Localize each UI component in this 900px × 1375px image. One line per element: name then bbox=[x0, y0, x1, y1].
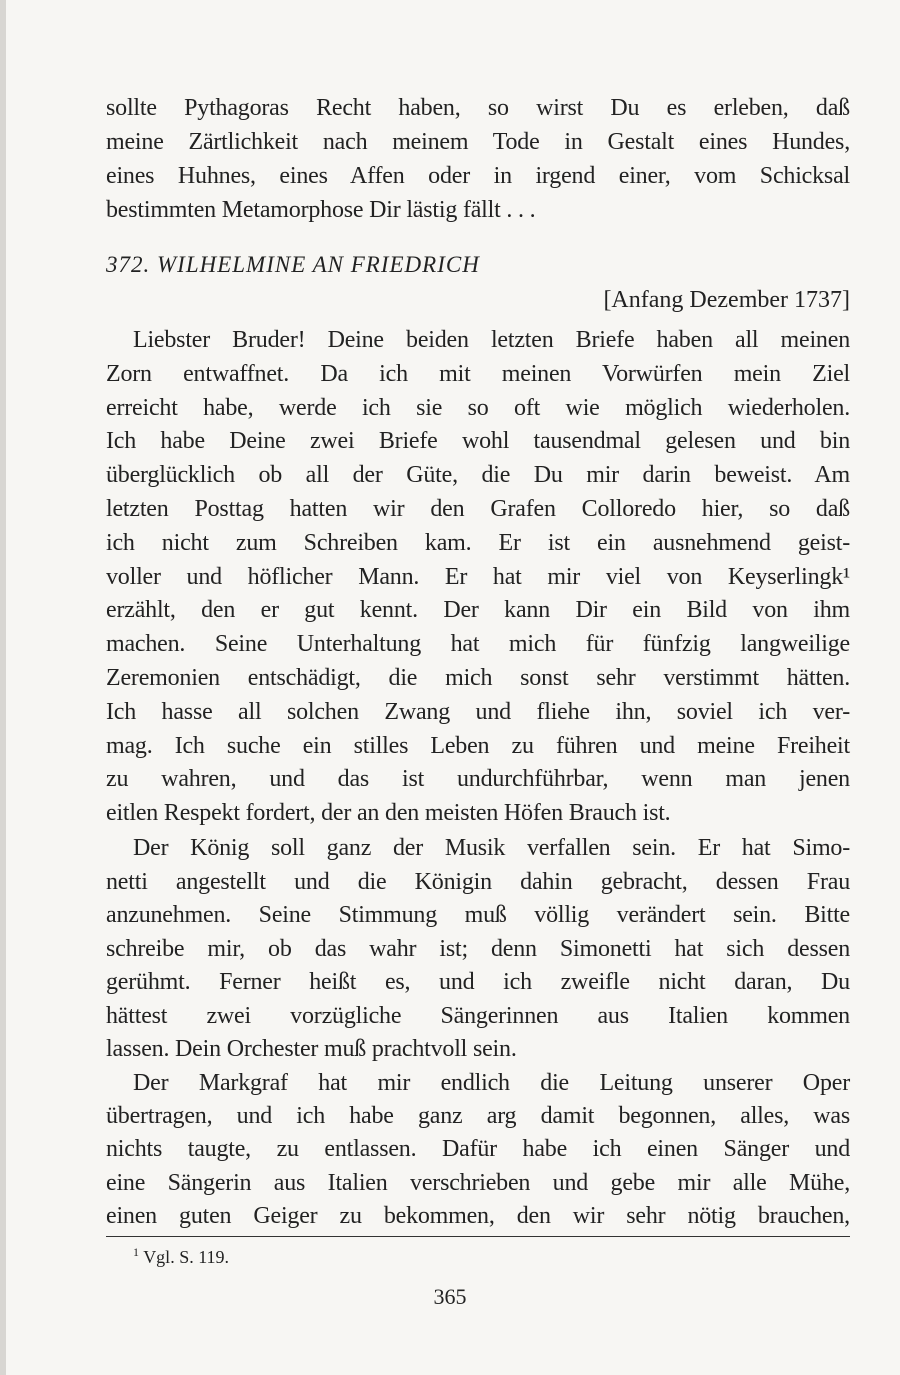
text-line: letzten Posttag hatten wir den Grafen Colloredo hier, so daß bbox=[106, 496, 850, 522]
letter-heading: 372. WILHELMINE AN FRIEDRICH bbox=[106, 252, 480, 277]
text-line: Ich habe Deine zwei Briefe wohl tausendmal gelesen und bin bbox=[106, 428, 850, 454]
text-line: übertragen, und ich habe ganz arg damit begonnen, alles, was bbox=[106, 1103, 850, 1129]
footnote-rule bbox=[106, 1236, 850, 1237]
text-line: schreibe mir, ob das wahr ist; denn Simonetti hat sich dessen bbox=[106, 936, 850, 962]
footnote-mark: 1 bbox=[133, 1245, 139, 1259]
letter-date: [Anfang Dezember 1737] bbox=[603, 287, 850, 313]
text-line: machen. Seine Unterhaltung hat mich für fünfzig langweilige bbox=[106, 631, 850, 657]
text-line: mag. Ich suche ein stilles Leben zu führen und meine Freiheit bbox=[106, 733, 850, 759]
text-line: Liebster Bruder! Deine beiden letzten Briefe haben all meinen bbox=[133, 327, 850, 353]
text-line: zu wahren, und das ist undurchführbar, wenn man jenen bbox=[106, 766, 850, 792]
text-line: hättest zwei vorzügliche Sängerinnen aus Italien kommen bbox=[106, 1003, 850, 1029]
text-line: voller und höflicher Mann. Er hat mir viel von Keyserlingk¹ bbox=[106, 564, 850, 590]
text-line: eine Sängerin aus Italien verschrieben und gebe mir alle Mühe, bbox=[106, 1170, 850, 1196]
text-line: gerühmt. Ferner heißt es, und ich zweifle nicht daran, Du bbox=[106, 969, 850, 995]
text-line: netti angestellt und die Königin dahin gebracht, dessen Frau bbox=[106, 869, 850, 895]
page-number: 365 bbox=[433, 1284, 467, 1309]
text-line: Der Markgraf hat mir endlich die Leitung unserer Oper bbox=[133, 1070, 850, 1096]
text-line: sollte Pythagoras Recht haben, so wirst Du es erleben, daß bbox=[106, 95, 850, 121]
text-line: erzählt, den er gut kennt. Der kann Dir ein Bild von ihm bbox=[106, 597, 850, 623]
text-line: eines Huhnes, eines Affen oder in irgend einer, vom Schicksal bbox=[106, 163, 850, 189]
text-line: nichts taugte, zu entlassen. Dafür habe ich einen Sänger und bbox=[106, 1136, 850, 1162]
text-line: Zorn entwaffnet. Da ich mit meinen Vorwürfen mein Ziel bbox=[106, 361, 850, 387]
text-line: anzunehmen. Seine Stimmung muß völlig verändert sein. Bitte bbox=[106, 902, 850, 928]
text-line: überglücklich ob all der Güte, die Du mir darin beweist. Am bbox=[106, 462, 850, 488]
text-line: einen guten Geiger zu bekommen, den wir sehr nötig brauchen, bbox=[106, 1203, 850, 1229]
text-line: Zeremonien entschädigt, die mich sonst sehr verstimmt hätten. bbox=[106, 665, 850, 691]
text-line: lassen. Dein Orchester muß prachtvoll sein. bbox=[106, 1036, 517, 1062]
text-line: ich nicht zum Schreiben kam. Er ist ein ausnehmend geist- bbox=[106, 530, 850, 556]
text-line: bestimmten Metamorphose Dir lästig fällt . . . bbox=[106, 197, 536, 223]
footnote-text: Vgl. S. 119. bbox=[143, 1247, 230, 1267]
text-line: Ich hasse all solchen Zwang und fliehe ihn, soviel ich ver- bbox=[106, 699, 850, 725]
page-gutter-shadow bbox=[0, 0, 6, 1375]
text-line: eitlen Respekt fordert, der an den meisten Höfen Brauch ist. bbox=[106, 800, 671, 826]
text-line: Der König soll ganz der Musik verfallen sein. Er hat Simo- bbox=[133, 835, 850, 861]
text-line: meine Zärtlichkeit nach meinem Tode in Gestalt eines Hundes, bbox=[106, 129, 850, 155]
footnote bbox=[133, 1245, 229, 1268]
text-line: erreicht habe, werde ich sie so oft wie möglich wiederholen. bbox=[106, 395, 850, 421]
